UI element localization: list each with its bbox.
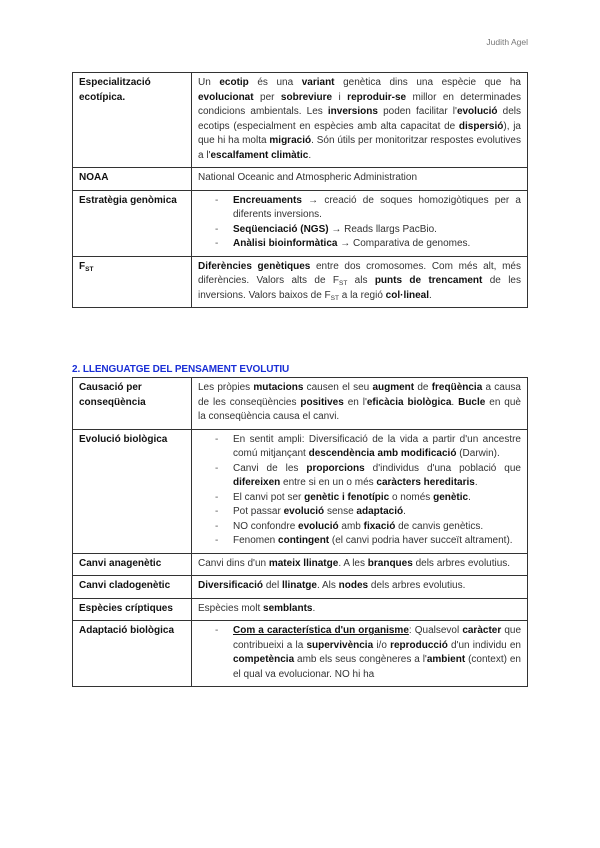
text-span: . Són útils per monitoritzar respostes evolutives a l'	[198, 135, 521, 161]
definition-bullet-list	[198, 194, 521, 252]
bold-term: fixació	[363, 520, 396, 532]
glossary-row	[73, 429, 528, 553]
bold-term: ecotip	[219, 77, 249, 88]
bold-term: mutacions	[253, 382, 304, 393]
glossary-term	[73, 598, 192, 621]
bold-term: positives	[300, 396, 344, 408]
text-span: genètica dins una espècie que ha	[334, 77, 521, 88]
glossary-row	[73, 576, 528, 599]
glossary-definition	[192, 598, 528, 621]
text-span: Les pròpies	[198, 382, 254, 393]
glossary-term	[73, 73, 192, 168]
text-span: i	[332, 91, 348, 103]
text-span: : Qualsevol	[408, 625, 463, 636]
text-span: sense	[324, 506, 357, 517]
text-span: en què la conseqüència causa el canvi.	[198, 396, 521, 422]
text-span: .	[451, 396, 459, 408]
text-span: → Comparativa de genomes.	[337, 238, 471, 249]
text-span: . A les	[338, 557, 368, 569]
bold-term: variant	[301, 77, 335, 88]
bold-term: dispersió	[458, 120, 504, 132]
glossary-row	[73, 256, 528, 308]
bold-term: col·lineal	[385, 289, 430, 301]
glossary-definition	[192, 256, 528, 308]
bold-term: genètic	[433, 491, 469, 503]
bold-term: sobreviure	[280, 91, 333, 103]
text-span: .	[429, 289, 432, 301]
text-span: de canvis genètics.	[395, 520, 484, 532]
bold-term: Bucle	[458, 396, 486, 408]
text-span: El canvi pot ser	[233, 491, 305, 503]
term-label: Estratègia genòmica	[79, 194, 177, 206]
text-span: o només	[389, 491, 434, 503]
glossary-row	[73, 621, 528, 687]
text-span: .	[403, 506, 406, 517]
bold-term: inversions	[327, 106, 378, 117]
text-span: dels arbres evolutius.	[412, 557, 511, 569]
glossary-table-1	[72, 72, 528, 308]
list-item	[233, 194, 521, 223]
bold-term: evolució	[298, 520, 339, 532]
bold-term: reproduir-se	[347, 91, 407, 103]
glossary-term	[73, 168, 192, 191]
text-span: que contribueixi a la	[233, 625, 522, 651]
term-label: F	[79, 260, 86, 272]
text-span: del	[263, 580, 282, 591]
list-item	[233, 462, 521, 491]
glossary-definition	[192, 553, 528, 576]
bold-term: freqüència	[431, 382, 483, 393]
bold-term: Diferències genètiques	[198, 260, 311, 272]
text-span: causen el seu	[303, 382, 373, 393]
text-span: entre si en un o més	[280, 477, 377, 488]
text-span: (Darwin).	[456, 448, 500, 459]
text-span: és una	[248, 77, 302, 88]
text-span: en l'	[343, 396, 367, 408]
bold-term: supervivència	[306, 639, 374, 651]
list-item	[233, 624, 521, 682]
glossary-table-2	[72, 377, 528, 687]
text-span: per	[253, 91, 281, 103]
bold-term: nodes	[338, 580, 369, 591]
bold-term: escalfament climàtic	[210, 149, 309, 161]
glossary-table-2-body	[73, 378, 528, 687]
subscript: ST	[339, 280, 348, 287]
underlined-bold-text: Com a característica d'un organisme	[233, 625, 409, 636]
list-item	[233, 520, 521, 535]
term-label: Canvi cladogenètic	[79, 580, 171, 591]
glossary-definition	[192, 378, 528, 430]
glossary-row	[73, 168, 528, 191]
text-span: entre dos cromosomes. Com més alt, més diferències. Valors alts de F	[198, 260, 521, 286]
glossary-definition	[192, 576, 528, 599]
text-span: Pot passar	[233, 506, 284, 517]
bold-term: eficàcia biològica	[366, 396, 452, 408]
text-span: de	[414, 382, 432, 393]
bold-term: augment	[372, 382, 415, 393]
bold-term: Seqüenciació (NGS)	[233, 223, 329, 235]
list-item	[233, 223, 521, 238]
list-item	[233, 433, 521, 462]
bold-term: genètic i fenotípic	[304, 491, 390, 503]
bold-term: caràcter	[462, 625, 502, 636]
text-span: .	[468, 491, 471, 503]
bold-term: Anàlisi bioinformàtica	[233, 238, 338, 249]
bold-term: competència	[233, 654, 295, 665]
list-item	[233, 237, 521, 252]
bold-term: descendència amb modificació	[308, 448, 457, 459]
glossary-term	[73, 621, 192, 687]
glossary-term	[73, 190, 192, 256]
text-span: d'un individu en	[447, 639, 521, 651]
glossary-definition	[192, 190, 528, 256]
glossary-row	[73, 190, 528, 256]
definition-bullet-list	[198, 624, 521, 682]
bold-term: semblants	[263, 602, 313, 614]
bold-term: mateix llinatge	[268, 557, 339, 569]
text-span: amb els seus congèneres a l'	[294, 654, 427, 665]
bold-term: Diversificació	[198, 580, 264, 591]
text-span: (el canvi podria haver succeït altrament).	[329, 535, 513, 546]
text-span: a causa de les conseqüències	[198, 382, 521, 408]
text-span: → creació de soques homozigòtiques per a diferents inversions.	[233, 194, 521, 220]
bold-term: Encreuaments	[233, 194, 302, 206]
text-span: poden facilitar l'	[377, 106, 457, 117]
text-span: millor en determinades condicions ambientals. Les	[198, 91, 522, 117]
text-span: de les inversions. Valors baixos de F	[198, 275, 521, 301]
glossary-row	[73, 598, 528, 621]
text-span: National Oceanic and Atmospheric Administration	[198, 172, 418, 183]
glossary-term	[73, 378, 192, 430]
glossary-term	[73, 576, 192, 599]
glossary-row	[73, 553, 528, 576]
list-item	[233, 491, 521, 506]
text-span: dels arbres evolutius.	[368, 580, 466, 591]
text-span: dels ecotips (especialment en espècies amb alta capacitat de	[198, 106, 521, 132]
term-label: Evolució biològica	[79, 433, 168, 445]
glossary-term	[73, 553, 192, 576]
bold-term: contingent	[278, 535, 330, 546]
bold-term: llinatge	[281, 580, 317, 591]
list-item	[233, 534, 521, 549]
bold-term: evolució	[283, 506, 325, 517]
bold-term: reproducció	[390, 639, 448, 651]
glossary-definition	[192, 429, 528, 553]
term-label: Especialització ecotípica.	[79, 77, 151, 103]
term-subscript: ST	[85, 265, 94, 273]
section-heading: 2. LLENGUATGE DEL PENSAMENT EVOLUTIU	[72, 364, 290, 375]
text-span: Un	[198, 77, 220, 88]
term-label: Espècies críptiques	[79, 602, 173, 614]
bold-term: migració	[269, 135, 312, 146]
text-span: amb	[338, 520, 364, 532]
bold-term: evolució	[456, 106, 498, 117]
glossary-term	[73, 429, 192, 553]
text-span: Canvi dins d'un	[198, 557, 269, 569]
bold-term: adaptació	[356, 506, 404, 517]
bold-term: caràcters hereditaris	[376, 477, 475, 488]
text-span: .	[474, 477, 478, 488]
header-author: Judith Agel	[486, 37, 528, 47]
bold-term: punts de trencament	[374, 275, 483, 286]
term-label: Causació per conseqüència	[79, 382, 146, 408]
term-label: NOAA	[79, 172, 109, 183]
glossary-table-1-body	[73, 73, 528, 308]
definition-bullet-list	[198, 433, 521, 549]
text-span: Espècies molt	[198, 602, 264, 614]
text-span: i/o	[373, 639, 391, 651]
glossary-row	[73, 73, 528, 168]
text-span: als	[347, 275, 375, 286]
text-span: ), ja que hi ha molta	[198, 120, 521, 146]
bold-term: proporcions	[306, 462, 365, 474]
glossary-term	[73, 256, 192, 308]
glossary-definition	[192, 621, 528, 687]
glossary-row	[73, 378, 528, 430]
bold-term: branques	[367, 557, 413, 569]
text-span: Canvi de les	[233, 462, 307, 474]
text-span: .	[312, 602, 316, 614]
text-span: .	[308, 149, 312, 161]
glossary-definition	[192, 73, 528, 168]
text-span: NO confondre	[233, 520, 299, 532]
text-span: a la regió	[338, 289, 386, 301]
text-span: En sentit ampli: Diversificació de la vida a partir d'un ancestre comú mitjançant	[233, 433, 521, 459]
text-span: → Reads llargs PacBio.	[328, 223, 437, 235]
bold-term: difereixen	[233, 477, 281, 488]
bold-term: evolucionat	[198, 91, 254, 103]
text-span: d'individus d'una població que	[364, 462, 521, 474]
text-span: . Als	[316, 580, 339, 591]
text-span: (context) en el qual va evolucionar. NO hi ha	[233, 654, 521, 680]
list-item	[233, 505, 521, 520]
term-label: Canvi anagenètic	[79, 557, 162, 569]
term-label: Adaptació biològica	[79, 625, 175, 636]
text-span: Fenomen	[233, 535, 279, 546]
subscript: ST	[330, 294, 339, 302]
glossary-definition	[192, 168, 528, 191]
bold-term: ambient	[426, 654, 466, 665]
